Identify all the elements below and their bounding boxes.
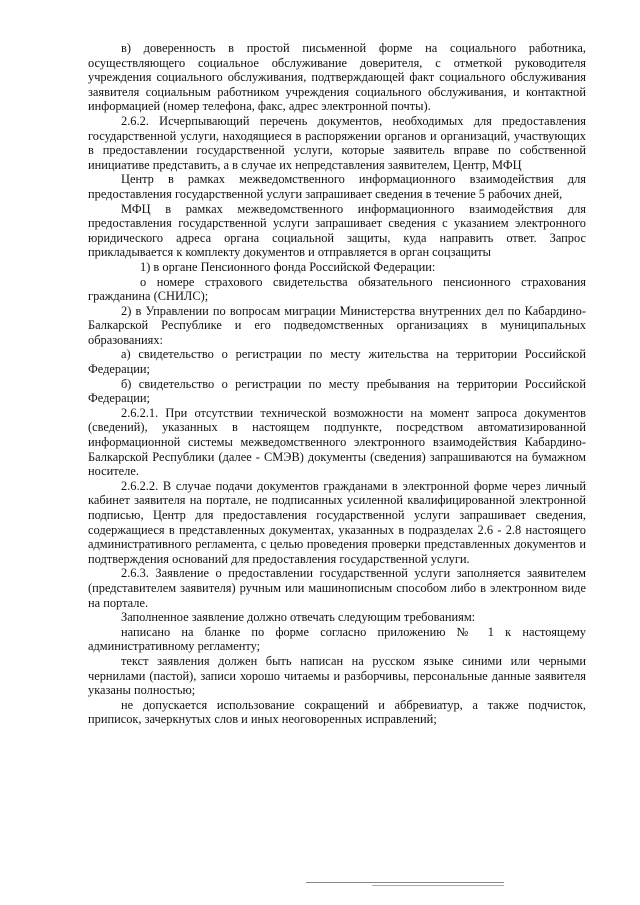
paragraph-2-6-2-1: 2.6.2.1. При отсутствии технической возможности на момент запроса документов (сведений), указанных в настоящем подпункте, посредством автоматизированной информационной системы межведомственного электронного взаимодействия Кабардино-Балкарской Республики (далее - СМЭВ) документы (сведения) запрашиваются на бумажном носителе. — [88, 405, 586, 479]
paragraph-residence-registration: а) свидетельство о регистрации по месту жительства на территории Российской Федерации; — [88, 347, 586, 377]
footer-rule — [306, 882, 504, 883]
paragraph-pension-fund: 1) в органе Пенсионного фонда Российской Федерации: — [140, 259, 436, 274]
paragraph-power-of-attorney: в) доверенность в простой письменной форме на социального работника, осуществляющего социальное обслуживание доверителя, с отметкой руководителя учреждения социального обслуживания, подтверждающей факт социального обслуживания заявителя социальным работником учреждения социального обслуживания, и контактной информацией (номер телефона, факс, адрес электронной почты). — [88, 41, 586, 114]
paragraph-requirement-language: текст заявления должен быть написан на русском языке синими или черными чернилами (пастой), записи хорошо читаемы и разборчивы, персональные данные заявителя указаны полностью; — [88, 653, 586, 698]
paragraph-mfc-request: МФЦ в рамках межведомственного информационного взаимодействия для предоставления государственной услуги запрашивает сведения с указанием электронного юридического адреса органа социальной защиты, куда направить ответ. Запрос прикладывается к комплекту документов и отправляется в орган соцзащиты — [88, 201, 586, 260]
document-page — [88, 0, 586, 727]
paragraph-stay-registration: б) свидетельство о регистрации по месту пребывания на территории Российской Федерации; — [88, 376, 586, 406]
paragraph-2-6-2: 2.6.2. Исчерпывающий перечень документов, необходимых для предоставления государственной услуги, находящиеся в распоряжении органов и организаций, участвующих в предоставлении государственной услуги, которые заявитель вправе по собственной инициативе представить, а в случае их непредставления заявителем, Центр, МФЦ — [88, 113, 586, 172]
paragraph-requirements-intro: Заполненное заявление должно отвечать следующим требованиям: — [121, 610, 476, 625]
paragraph-center-request: Центр в рамках межведомственного информационного взаимодействия для предоставления государственной услуги запрашивает сведения в течение 5 рабочих дней, — [88, 172, 586, 201]
paragraph-2-6-2-2: 2.6.2.2. В случае подачи документов гражданами в электронной форме через личный кабинет заявителя на портале, не подписанных усиленной квалифицированной электронной подписью, Центр для предоставления государственной услуги запрашивает сведения, содержащиеся в представленных документах, указанных в подразделах 2.6 - 2.8 настоящего административного регламента, с целью проведения проверки представленных документов и подтверждения оснований для предоставления государственной услуги. — [88, 478, 586, 566]
paragraph-2-6-3: 2.6.3. Заявление о предоставлении государственной услуги заполняется заявителем (представителем заявителя) ручным или машинописным способом либо в электронном виде на портале. — [88, 566, 586, 610]
paragraph-migration: 2) в Управлении по вопросам миграции Министерства внутренних дел по Кабардино-Балкарской Республике и его подведомственных организациях в муниципальных образованиях: — [88, 303, 586, 347]
footer-rule-secondary — [372, 885, 504, 886]
paragraph-snils: о номере страхового свидетельства обязательного пенсионного страхования гражданина (СНИЛС); — [88, 274, 586, 304]
paragraph-requirement-form: написано на бланке по форме согласно приложению № 1 к настоящему административному регламенту; — [88, 624, 586, 654]
paragraph-requirement-no-abbreviations: не допускается использование сокращений и аббревиатур, а также подчисток, приписок, зачеркнутых слов и иных неоговоренных исправлений; — [88, 697, 586, 727]
